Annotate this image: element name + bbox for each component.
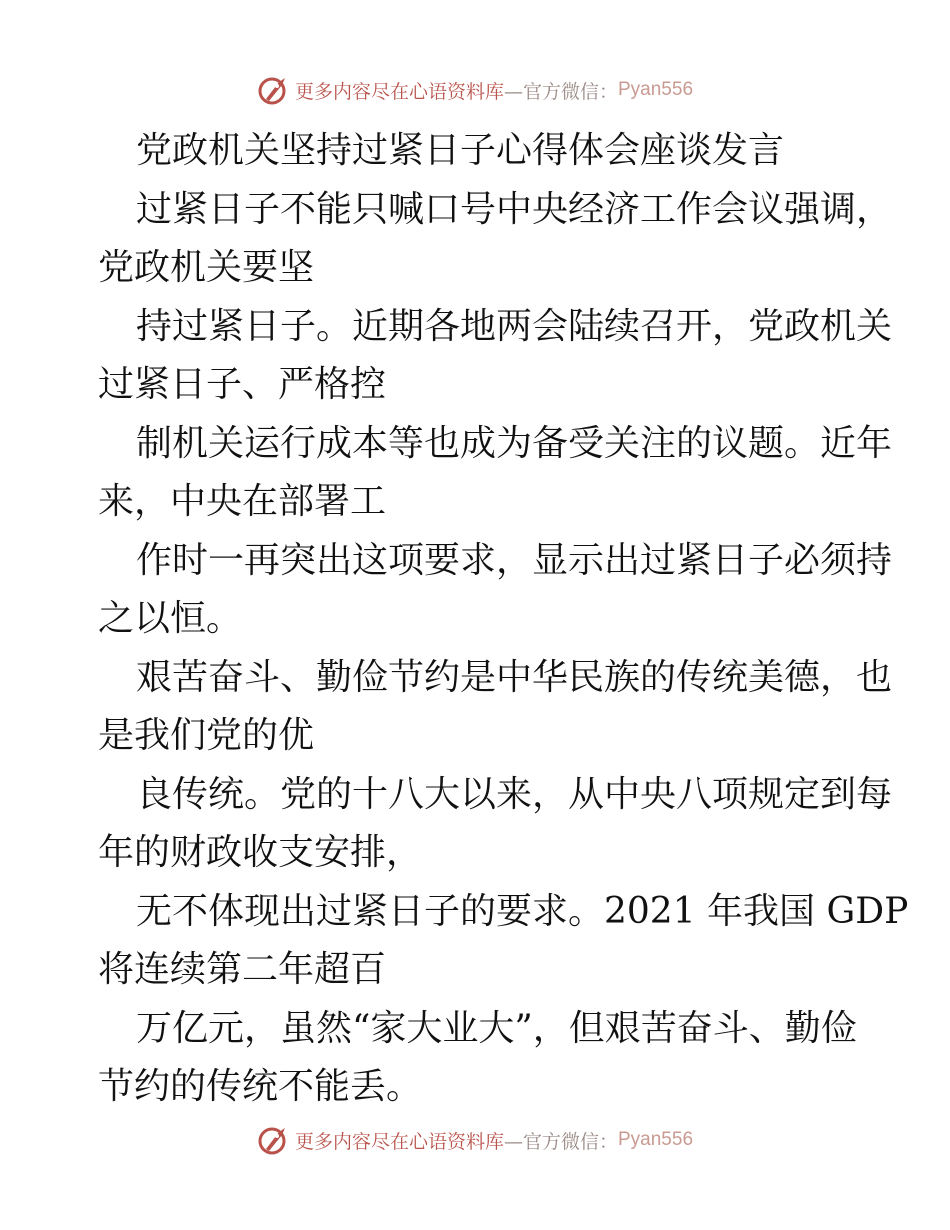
paragraph-line: 过紧日子不能只喊口号中央经济工作会议强调， <box>136 188 893 230</box>
header-watermark <box>0 70 950 110</box>
watermark-brand-text: 更多内容尽在心语资料库—官方微信： <box>294 80 618 103</box>
document-body <box>98 122 909 1117</box>
document-title: 党政机关坚持过紧日子心得体会座谈发言 <box>136 130 785 171</box>
footer-watermark <box>0 1120 950 1160</box>
paragraph-line: 艰苦奋斗、勤俭节约是中华民族的传统美德，也 <box>136 656 893 698</box>
watermark-wechat-id: Pyan556 <box>618 79 694 100</box>
pen-nib-logo-icon <box>257 73 291 107</box>
paragraph-line: 良传统。党的十八大以来，从中央八项规定到每 <box>136 773 893 815</box>
paragraph-line: 节约的传统不能丢。 <box>98 1066 423 1107</box>
paragraph-line: 万亿元，虽然“家大业大”，但艰苦奋斗、勤俭 <box>136 1007 857 1049</box>
paragraph-line: 年的财政收支安排， <box>98 832 423 873</box>
pen-nib-logo-icon <box>257 1123 291 1157</box>
paragraph-line: 制机关运行成本等也成为备受关注的议题。近年 <box>136 422 893 464</box>
paragraph-line: 来，中央在部署工 <box>98 481 387 522</box>
paragraph-line: 党政机关要坚 <box>98 247 315 288</box>
paragraph-line: 过紧日子、严格控 <box>98 364 387 405</box>
paragraph-line: 之以恒。 <box>98 598 243 639</box>
paragraph-line: 是我们党的优 <box>98 715 315 756</box>
watermark-wechat-id: Pyan556 <box>618 1129 694 1150</box>
paragraph-line: 无不体现出过紧日子的要求。2021 年我国 GDP <box>136 890 909 932</box>
paragraph-line: 持过紧日子。近期各地两会陆续召开，党政机关 <box>136 305 893 347</box>
watermark-brand-text: 更多内容尽在心语资料库—官方微信： <box>294 1130 618 1153</box>
paragraph-line: 将连续第二年超百 <box>98 949 387 990</box>
paragraph-line: 作时一再突出这项要求，显示出过紧日子必须持 <box>136 539 893 581</box>
